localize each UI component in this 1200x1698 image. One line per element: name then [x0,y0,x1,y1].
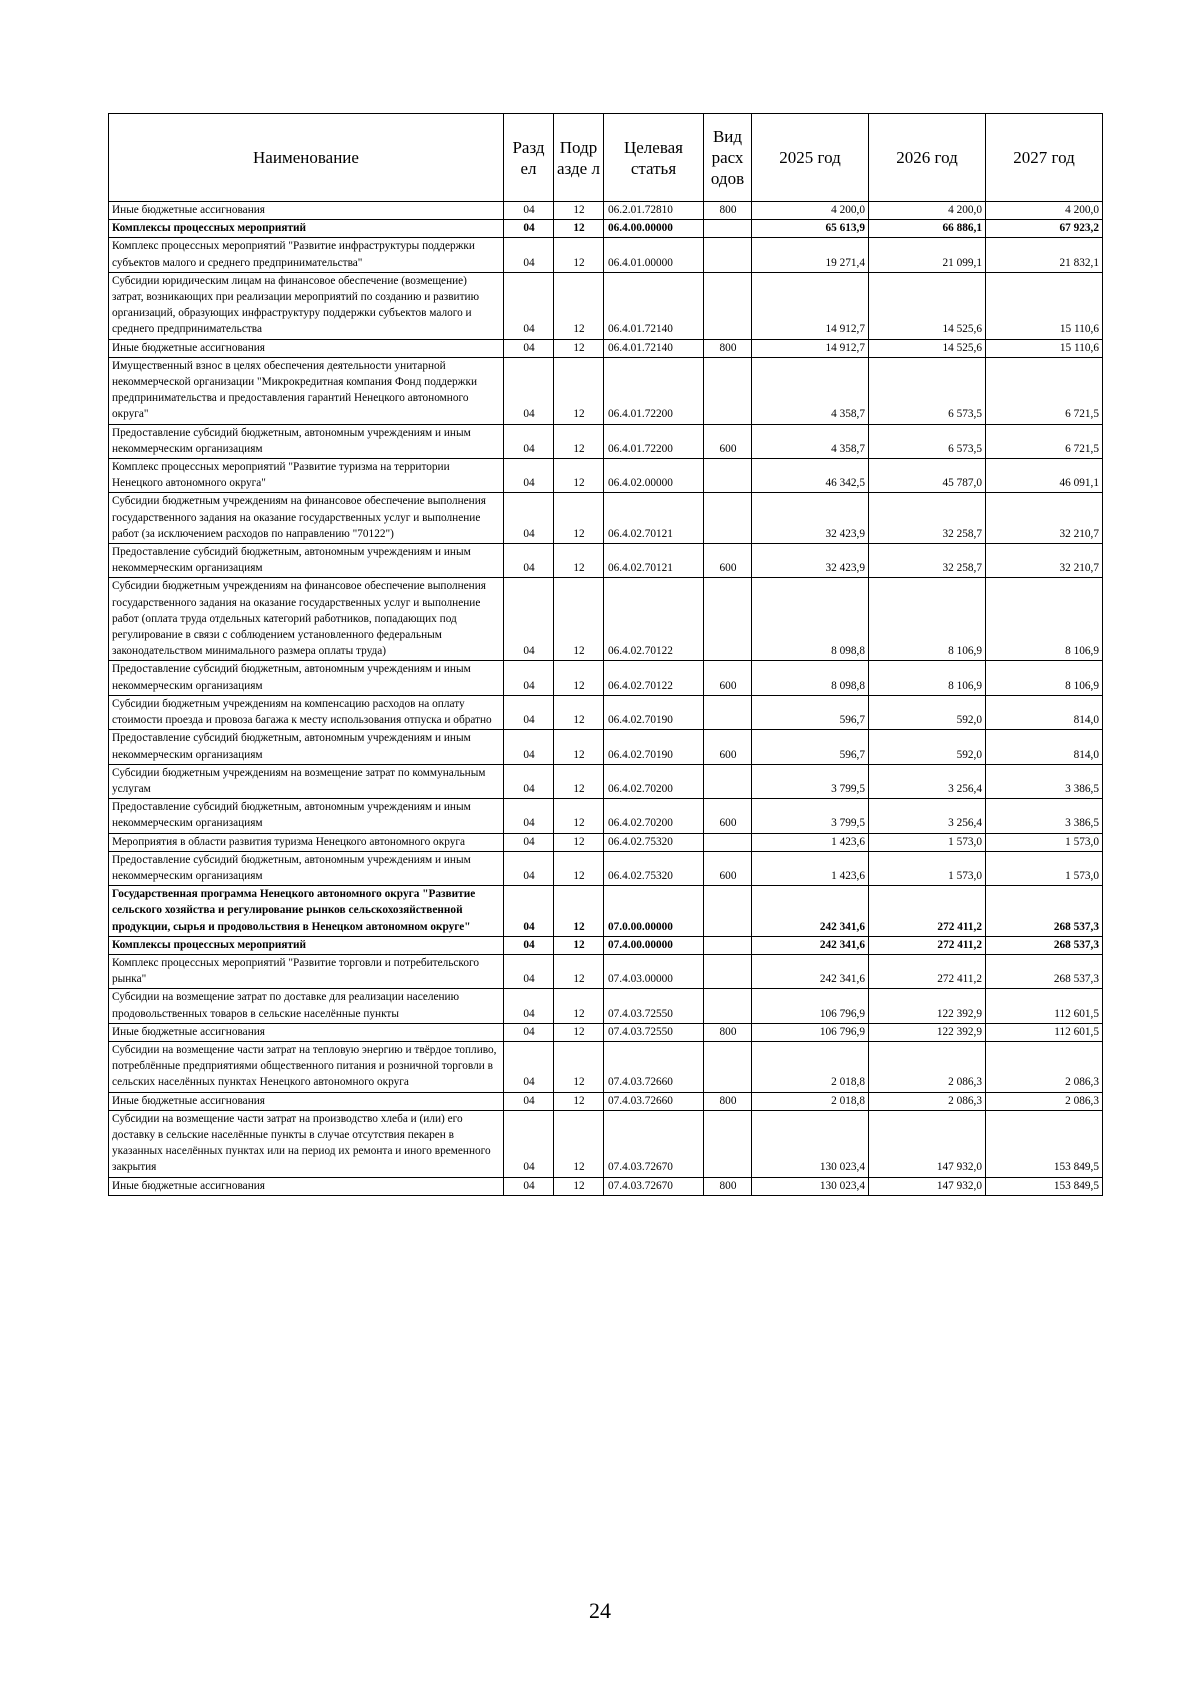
cell-2026: 6 573,5 [869,357,986,424]
cell-article: 07.4.03.72550 [604,1023,704,1041]
cell-razdel: 04 [504,357,554,424]
cell-podrazdel: 12 [554,544,604,578]
header-razdel: Разд ел [504,114,554,202]
table-row [109,1092,1103,1110]
table-body [109,202,1103,1196]
cell-article: 06.4.01.72140 [604,339,704,357]
cell-name: Комплекс процессных мероприятий "Развитие инфраструктуры поддержки субъектов малого и среднего предпринимательства" [109,238,504,272]
table-row [109,764,1103,798]
cell-2027: 8 106,9 [986,661,1103,695]
cell-article: 06.4.02.70190 [604,695,704,729]
cell-expense-type: 800 [704,339,752,357]
cell-expense-type [704,936,752,954]
cell-razdel: 04 [504,1110,554,1177]
cell-razdel: 04 [504,272,554,339]
cell-podrazdel: 12 [554,851,604,885]
cell-2025: 4 200,0 [752,202,869,220]
cell-expense-type [704,459,752,493]
header-2025: 2025 год [752,114,869,202]
cell-2025: 2 018,8 [752,1041,869,1092]
cell-2026: 32 258,7 [869,493,986,544]
cell-2026: 6 573,5 [869,424,986,458]
cell-name: Субсидии бюджетным учреждениям на компенсацию расходов на оплату стоимости проезда и провоза багажа к месту использования отпуска и обратно [109,695,504,729]
cell-expense-type: 800 [704,202,752,220]
cell-name: Мероприятия в области развития туризма Ненецкого автономного округа [109,833,504,851]
cell-expense-type: 600 [704,730,752,764]
cell-2026: 592,0 [869,730,986,764]
table-row [109,1110,1103,1177]
cell-razdel: 04 [504,424,554,458]
cell-article: 06.4.02.70122 [604,661,704,695]
table-row [109,799,1103,833]
cell-name: Иные бюджетные ассигнования [109,1023,504,1041]
cell-expense-type [704,493,752,544]
cell-2025: 14 912,7 [752,339,869,357]
cell-2025: 130 023,4 [752,1110,869,1177]
cell-razdel: 04 [504,238,554,272]
cell-expense-type: 600 [704,851,752,885]
table-row [109,886,1103,937]
cell-2025: 1 423,6 [752,833,869,851]
cell-2026: 3 256,4 [869,799,986,833]
cell-expense-type [704,989,752,1023]
cell-2026: 272 411,2 [869,936,986,954]
cell-expense-type: 600 [704,544,752,578]
cell-name: Предоставление субсидий бюджетным, автономным учреждениям и иным некоммерческим организациям [109,851,504,885]
cell-expense-type [704,886,752,937]
table-row [109,989,1103,1023]
cell-article: 06.4.02.75320 [604,851,704,885]
cell-podrazdel: 12 [554,238,604,272]
cell-expense-type [704,954,752,988]
table-row [109,936,1103,954]
cell-razdel: 04 [504,954,554,988]
cell-article: 06.4.02.70190 [604,730,704,764]
cell-2027: 814,0 [986,695,1103,729]
cell-razdel: 04 [504,764,554,798]
table-row [109,357,1103,424]
header-podrazdel: Подр азде л [554,114,604,202]
cell-2027: 112 601,5 [986,1023,1103,1041]
cell-2025: 130 023,4 [752,1177,869,1195]
cell-podrazdel: 12 [554,424,604,458]
cell-2027: 2 086,3 [986,1041,1103,1092]
cell-2025: 596,7 [752,730,869,764]
header-2026: 2026 год [869,114,986,202]
cell-name: Комплекс процессных мероприятий "Развитие туризма на территории Ненецкого автономного округа" [109,459,504,493]
cell-razdel: 04 [504,936,554,954]
cell-2027: 268 537,3 [986,886,1103,937]
cell-2025: 8 098,8 [752,661,869,695]
budget-table [108,113,1103,1196]
cell-razdel: 04 [504,493,554,544]
cell-article: 06.2.01.72810 [604,202,704,220]
cell-name: Иные бюджетные ассигнования [109,1092,504,1110]
cell-razdel: 04 [504,220,554,238]
table-row [109,730,1103,764]
cell-razdel: 04 [504,851,554,885]
cell-name: Субсидии бюджетным учреждениям на финансовое обеспечение выполнения государственного задания на оказание государственных услуг и выполнение работ (оплата труда отдельных категорий работников, попадающих под регулирование в связи с соблюдением установленного федеральным законодательством минимального размера оплаты труда) [109,578,504,661]
cell-razdel: 04 [504,544,554,578]
cell-name: Предоставление субсидий бюджетным, автономным учреждениям и иным некоммерческим организациям [109,730,504,764]
table-row [109,1177,1103,1195]
cell-razdel: 04 [504,1041,554,1092]
cell-name: Иные бюджетные ассигнования [109,1177,504,1195]
cell-2026: 45 787,0 [869,459,986,493]
cell-razdel: 04 [504,886,554,937]
cell-article: 07.4.03.72660 [604,1092,704,1110]
cell-2027: 153 849,5 [986,1177,1103,1195]
cell-2026: 3 256,4 [869,764,986,798]
cell-2026: 122 392,9 [869,989,986,1023]
cell-2025: 106 796,9 [752,1023,869,1041]
cell-podrazdel: 12 [554,1023,604,1041]
cell-expense-type [704,357,752,424]
cell-podrazdel: 12 [554,459,604,493]
cell-name: Комплекс процессных мероприятий "Развитие торговли и потребительского рынка" [109,954,504,988]
cell-2026: 14 525,6 [869,339,986,357]
cell-2027: 21 832,1 [986,238,1103,272]
cell-article: 06.4.01.72200 [604,424,704,458]
cell-2025: 242 341,6 [752,954,869,988]
cell-2027: 1 573,0 [986,851,1103,885]
cell-article: 06.4.02.00000 [604,459,704,493]
table-row [109,661,1103,695]
cell-2027: 46 091,1 [986,459,1103,493]
cell-expense-type: 800 [704,1177,752,1195]
cell-2025: 242 341,6 [752,886,869,937]
cell-2025: 14 912,7 [752,272,869,339]
cell-expense-type [704,695,752,729]
cell-2026: 8 106,9 [869,661,986,695]
cell-article: 07.4.03.72660 [604,1041,704,1092]
cell-article: 07.0.00.00000 [604,886,704,937]
cell-podrazdel: 12 [554,202,604,220]
cell-name: Предоставление субсидий бюджетным, автономным учреждениям и иным некоммерческим организациям [109,799,504,833]
cell-podrazdel: 12 [554,886,604,937]
table-row [109,544,1103,578]
table-row [109,339,1103,357]
cell-2025: 2 018,8 [752,1092,869,1110]
cell-2026: 272 411,2 [869,954,986,988]
table-row [109,424,1103,458]
table-row [109,272,1103,339]
table-row [109,238,1103,272]
header-name: Наименование [109,114,504,202]
cell-2027: 112 601,5 [986,989,1103,1023]
table-row [109,459,1103,493]
cell-2027: 2 086,3 [986,1092,1103,1110]
cell-2027: 268 537,3 [986,954,1103,988]
table-row [109,1023,1103,1041]
cell-podrazdel: 12 [554,493,604,544]
cell-razdel: 04 [504,578,554,661]
cell-expense-type [704,238,752,272]
cell-razdel: 04 [504,202,554,220]
cell-razdel: 04 [504,339,554,357]
cell-name: Субсидии на возмещение части затрат на производство хлеба и (или) его доставку в сельские населённые пункты в случае отсутствия пекарен в указанных населённых пунктах или на период их ремонта и иного временного закрытия [109,1110,504,1177]
table-row [109,202,1103,220]
cell-podrazdel: 12 [554,989,604,1023]
cell-article: 06.4.01.72200 [604,357,704,424]
cell-2025: 1 423,6 [752,851,869,885]
table-row [109,220,1103,238]
cell-name: Субсидии на возмещение части затрат на тепловую энергию и твёрдое топливо, потреблённые предприятиями общественного питания и розничной торговли в сельских населённых пунктах Ненецкого автономного округа [109,1041,504,1092]
cell-2026: 147 932,0 [869,1110,986,1177]
cell-name: Предоставление субсидий бюджетным, автономным учреждениям и иным некоммерческим организациям [109,544,504,578]
cell-expense-type [704,1041,752,1092]
header-expense-type: Вид расх одов [704,114,752,202]
table-header-row [109,114,1103,202]
cell-2025: 8 098,8 [752,578,869,661]
cell-razdel: 04 [504,661,554,695]
cell-name: Субсидии на возмещение затрат по доставке для реализации населению продовольственных товаров в сельские населённые пункты [109,989,504,1023]
cell-podrazdel: 12 [554,1041,604,1092]
cell-podrazdel: 12 [554,272,604,339]
cell-article: 07.4.03.72670 [604,1177,704,1195]
cell-name: Имущественный взнос в целях обеспечения деятельности унитарной некоммерческой организации "Микрокредитная компания Фонд поддержки предпринимательства и предоставления гарантий Ненецкого автономного округа" [109,357,504,424]
cell-2025: 106 796,9 [752,989,869,1023]
page-number: 24 [589,1598,611,1623]
cell-2027: 6 721,5 [986,357,1103,424]
cell-podrazdel: 12 [554,1092,604,1110]
table-row [109,578,1103,661]
cell-expense-type: 800 [704,1092,752,1110]
cell-podrazdel: 12 [554,1110,604,1177]
cell-article: 07.4.03.00000 [604,954,704,988]
cell-2026: 8 106,9 [869,578,986,661]
cell-2026: 21 099,1 [869,238,986,272]
cell-podrazdel: 12 [554,339,604,357]
cell-2025: 3 799,5 [752,764,869,798]
cell-article: 06.4.02.70200 [604,764,704,798]
cell-2027: 3 386,5 [986,799,1103,833]
table-row [109,954,1103,988]
cell-2027: 6 721,5 [986,424,1103,458]
cell-2025: 65 613,9 [752,220,869,238]
cell-razdel: 04 [504,989,554,1023]
cell-podrazdel: 12 [554,954,604,988]
cell-article: 07.4.03.72670 [604,1110,704,1177]
cell-2025: 3 799,5 [752,799,869,833]
cell-2027: 1 573,0 [986,833,1103,851]
cell-2027: 8 106,9 [986,578,1103,661]
cell-article: 06.4.02.70121 [604,493,704,544]
table-row [109,695,1103,729]
cell-name: Субсидии юридическим лицам на финансовое обеспечение (возмещение) затрат, возникающих при реализации мероприятий по созданию и развитию организаций, образующих инфраструктуру поддержки субъектов малого и среднего предпринимательства [109,272,504,339]
cell-article: 06.4.02.75320 [604,833,704,851]
cell-2026: 32 258,7 [869,544,986,578]
cell-name: Государственная программа Ненецкого автономного округа "Развитие сельского хозяйства и регулирование рынков сельскохозяйственной продукции, сырья и продовольствия в Ненецком автономном округе" [109,886,504,937]
cell-name: Иные бюджетные ассигнования [109,339,504,357]
cell-2025: 32 423,9 [752,544,869,578]
cell-2025: 19 271,4 [752,238,869,272]
cell-expense-type [704,220,752,238]
cell-2026: 1 573,0 [869,851,986,885]
cell-expense-type: 600 [704,799,752,833]
cell-2027: 153 849,5 [986,1110,1103,1177]
cell-podrazdel: 12 [554,730,604,764]
cell-podrazdel: 12 [554,695,604,729]
cell-podrazdel: 12 [554,220,604,238]
cell-2026: 122 392,9 [869,1023,986,1041]
cell-2027: 15 110,6 [986,272,1103,339]
cell-article: 07.4.00.00000 [604,936,704,954]
cell-article: 06.4.02.70200 [604,799,704,833]
cell-2027: 15 110,6 [986,339,1103,357]
header-2027: 2027 год [986,114,1103,202]
table-row [109,851,1103,885]
cell-name: Иные бюджетные ассигнования [109,202,504,220]
cell-2026: 2 086,3 [869,1041,986,1092]
cell-2026: 4 200,0 [869,202,986,220]
cell-2025: 4 358,7 [752,357,869,424]
cell-expense-type [704,578,752,661]
cell-expense-type: 800 [704,1023,752,1041]
cell-expense-type [704,764,752,798]
cell-expense-type [704,833,752,851]
cell-razdel: 04 [504,833,554,851]
cell-2027: 67 923,2 [986,220,1103,238]
cell-name: Субсидии бюджетным учреждениям на финансовое обеспечение выполнения государственного задания на оказание государственных услуг и выполнение работ (за исключением расходов по направлению "70122") [109,493,504,544]
cell-podrazdel: 12 [554,764,604,798]
cell-2027: 268 537,3 [986,936,1103,954]
cell-expense-type [704,272,752,339]
cell-2027: 4 200,0 [986,202,1103,220]
cell-podrazdel: 12 [554,799,604,833]
cell-article: 06.4.02.70122 [604,578,704,661]
cell-article: 06.4.01.72140 [604,272,704,339]
cell-expense-type [704,1110,752,1177]
cell-razdel: 04 [504,1177,554,1195]
table-row [109,1041,1103,1092]
cell-2025: 242 341,6 [752,936,869,954]
cell-name: Предоставление субсидий бюджетным, автономным учреждениям и иным некоммерческим организациям [109,424,504,458]
cell-razdel: 04 [504,730,554,764]
table-row [109,493,1103,544]
table-row [109,833,1103,851]
cell-razdel: 04 [504,1092,554,1110]
cell-podrazdel: 12 [554,833,604,851]
cell-2025: 46 342,5 [752,459,869,493]
cell-expense-type: 600 [704,424,752,458]
cell-article: 06.4.01.00000 [604,238,704,272]
cell-razdel: 04 [504,459,554,493]
cell-2027: 32 210,7 [986,493,1103,544]
cell-2027: 3 386,5 [986,764,1103,798]
cell-name: Предоставление субсидий бюджетным, автономным учреждениям и иным некоммерческим организациям [109,661,504,695]
cell-2027: 32 210,7 [986,544,1103,578]
cell-article: 06.4.02.70121 [604,544,704,578]
cell-2025: 596,7 [752,695,869,729]
cell-razdel: 04 [504,695,554,729]
cell-name: Субсидии бюджетным учреждениям на возмещение затрат по коммунальным услугам [109,764,504,798]
cell-podrazdel: 12 [554,357,604,424]
cell-2026: 14 525,6 [869,272,986,339]
cell-2027: 814,0 [986,730,1103,764]
cell-name: Комплексы процессных мероприятий [109,936,504,954]
cell-razdel: 04 [504,799,554,833]
cell-article: 06.4.00.00000 [604,220,704,238]
cell-2026: 2 086,3 [869,1092,986,1110]
header-target-article: Целевая статья [604,114,704,202]
cell-name: Комплексы процессных мероприятий [109,220,504,238]
cell-expense-type: 600 [704,661,752,695]
cell-razdel: 04 [504,1023,554,1041]
cell-2026: 1 573,0 [869,833,986,851]
cell-podrazdel: 12 [554,1177,604,1195]
cell-article: 07.4.03.72550 [604,989,704,1023]
cell-2025: 32 423,9 [752,493,869,544]
cell-podrazdel: 12 [554,578,604,661]
cell-podrazdel: 12 [554,936,604,954]
cell-2026: 147 932,0 [869,1177,986,1195]
cell-2026: 592,0 [869,695,986,729]
cell-2025: 4 358,7 [752,424,869,458]
cell-podrazdel: 12 [554,661,604,695]
cell-2026: 272 411,2 [869,886,986,937]
cell-2026: 66 886,1 [869,220,986,238]
